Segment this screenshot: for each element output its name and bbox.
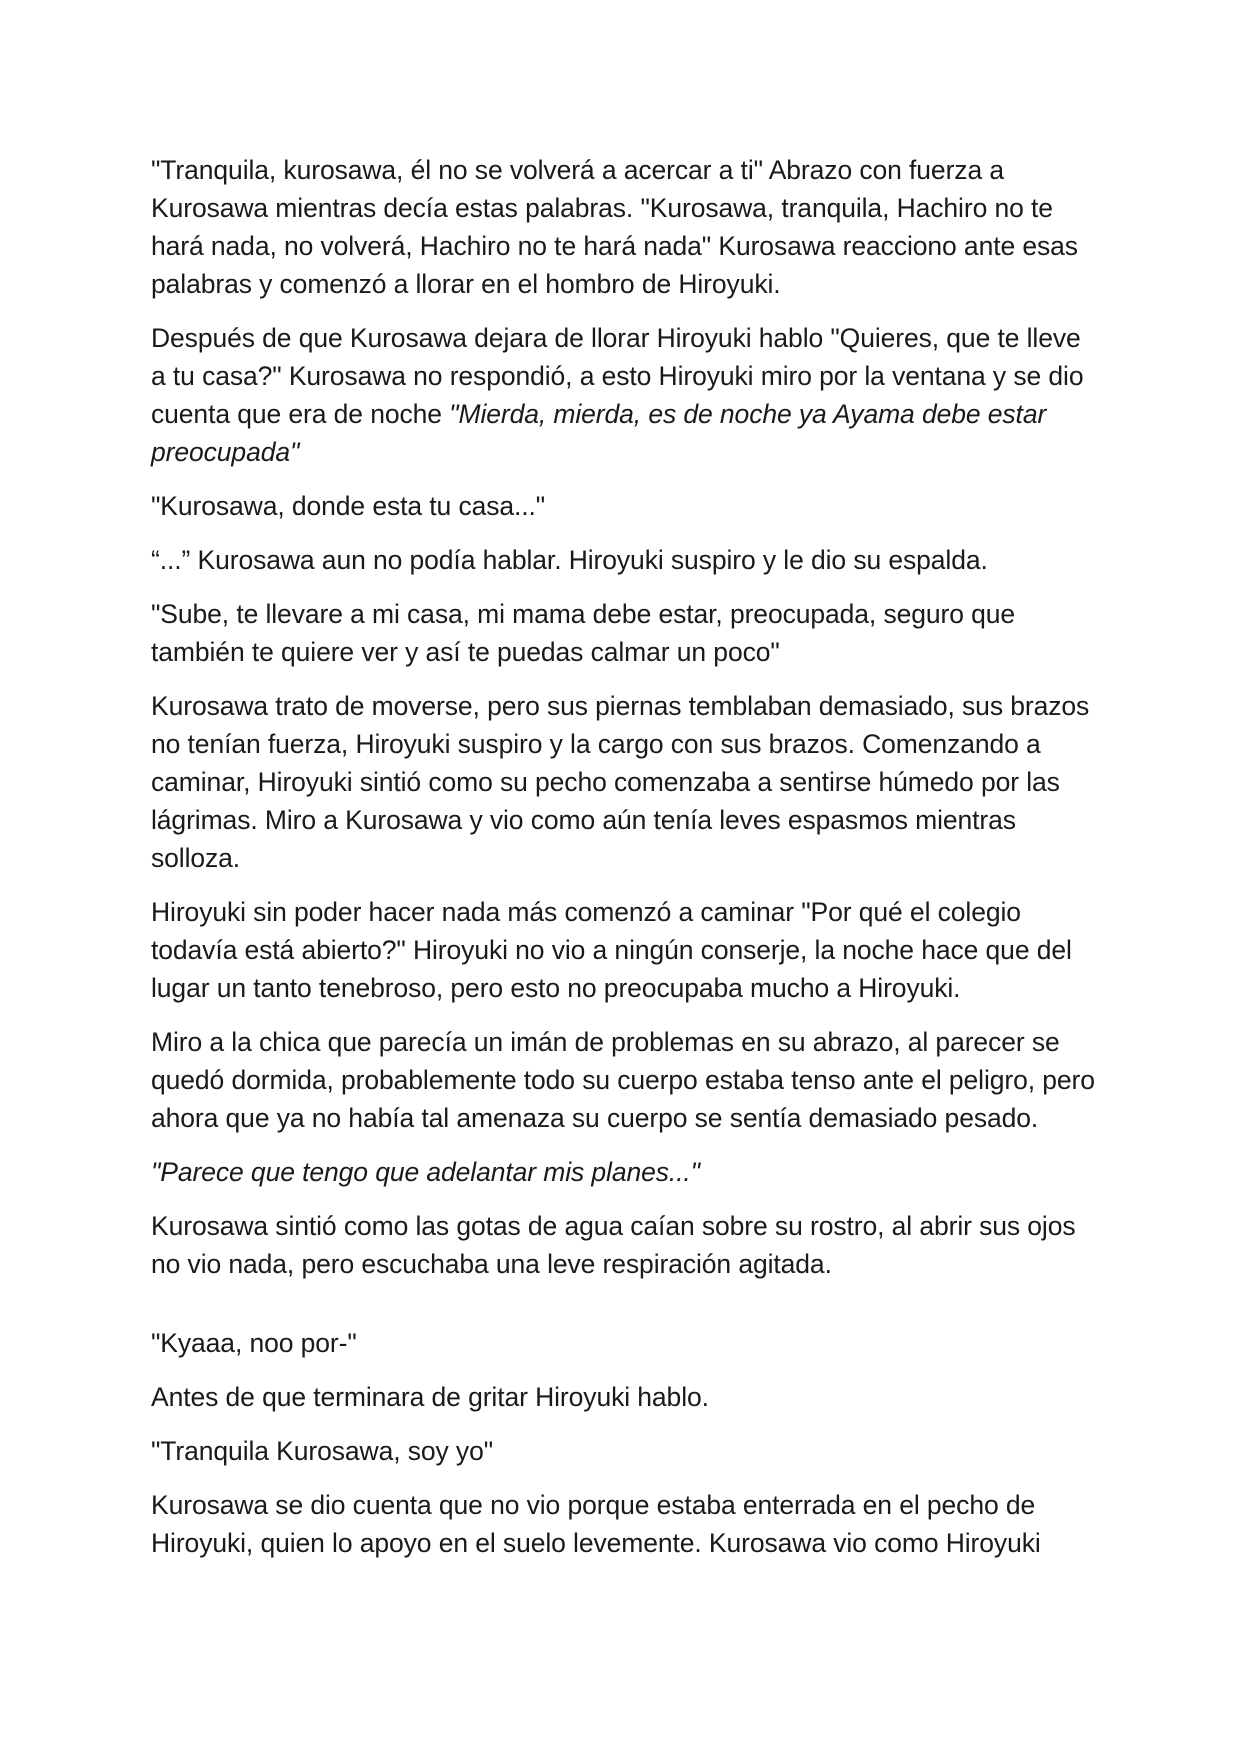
paragraph: Kurosawa se dio cuenta que no vio porque estaba enterrada en el pecho de Hiroyuki, quien lo apoyo en el suelo levemente. Kurosawa vio como Hiroyuki [151,1490,1041,1558]
paragraph: Miro a la chica que parecía un imán de problemas en su abrazo, al parecer se quedó dormida, probablemente todo su cuerpo estaba tenso ante el peligro, pero ahora que ya no había tal amenaza su cuerpo se sentía demasiado pesado. [151,1027,1095,1133]
paragraph [151,319,1101,471]
paragraph [151,1153,1101,1191]
paragraph: "Kyaaa, noo por-" [151,1328,357,1358]
paragraph: "Tranquila, kurosawa, él no se volverá a acercar a ti" Abrazo con fuerza a Kurosawa mientras decía estas palabras. "Kurosawa, tranquila, Hachiro no te hará nada, no volverá, Hachiro no te hará nada" Kurosawa reacciono ante esas palabras y comenzó a llorar en el hombro de Hiroyuki. [151,155,1078,299]
paragraph: "Sube, te llevare a mi casa, mi mama debe estar, preocupada, seguro que también te quiere ver y así te puedas calmar un poco" [151,599,1016,667]
document-page [151,151,1101,1578]
paragraph: Antes de que terminara de gritar Hiroyuki hablo. [151,1382,709,1412]
paragraph: Kurosawa trato de moverse, pero sus piernas temblaban demasiado, sus brazos no tenían fuerza, Hiroyuki suspiro y la cargo con sus brazos. Comenzando a caminar, Hiroyuki sintió como su pecho comenzaba a sentirse húmedo por las lágrimas. Miro a Kurosawa y vio como aún tenía leves espasmos mientras solloza. [151,691,1090,873]
paragraph-text: Después de que Kurosawa dejara de llorar Hiroyuki hablo "Quieres, que te lleve a tu casa?" Kurosawa no respondió, a esto Hiroyuki miro por la ventana y se dio cuenta que era de noche [151,323,1084,429]
paragraph: "Tranquila Kurosawa, soy yo" [151,1436,494,1466]
paragraph: “...” Kurosawa aun no podía hablar. Hiroyuki suspiro y le dio su espalda. [151,545,988,575]
paragraph-thought: "Mierda, mierda, es de noche ya Ayama debe estar preocupada" [151,399,1047,467]
paragraph: Hiroyuki sin poder hacer nada más comenzó a caminar "Por qué el colegio todavía está abierto?" Hiroyuki no vio a ningún conserje, la noche hace que del lugar un tanto tenebroso, pero esto no preocupaba mucho a Hiroyuki. [151,897,1072,1003]
paragraph: "Kurosawa, donde esta tu casa..." [151,491,546,521]
paragraph: Kurosawa sintió como las gotas de agua caían sobre su rostro, al abrir sus ojos no vio nada, pero escuchaba una leve respiración agitada. [151,1211,1076,1279]
paragraph-thought: "Parece que tengo que adelantar mis planes..." [151,1157,700,1187]
